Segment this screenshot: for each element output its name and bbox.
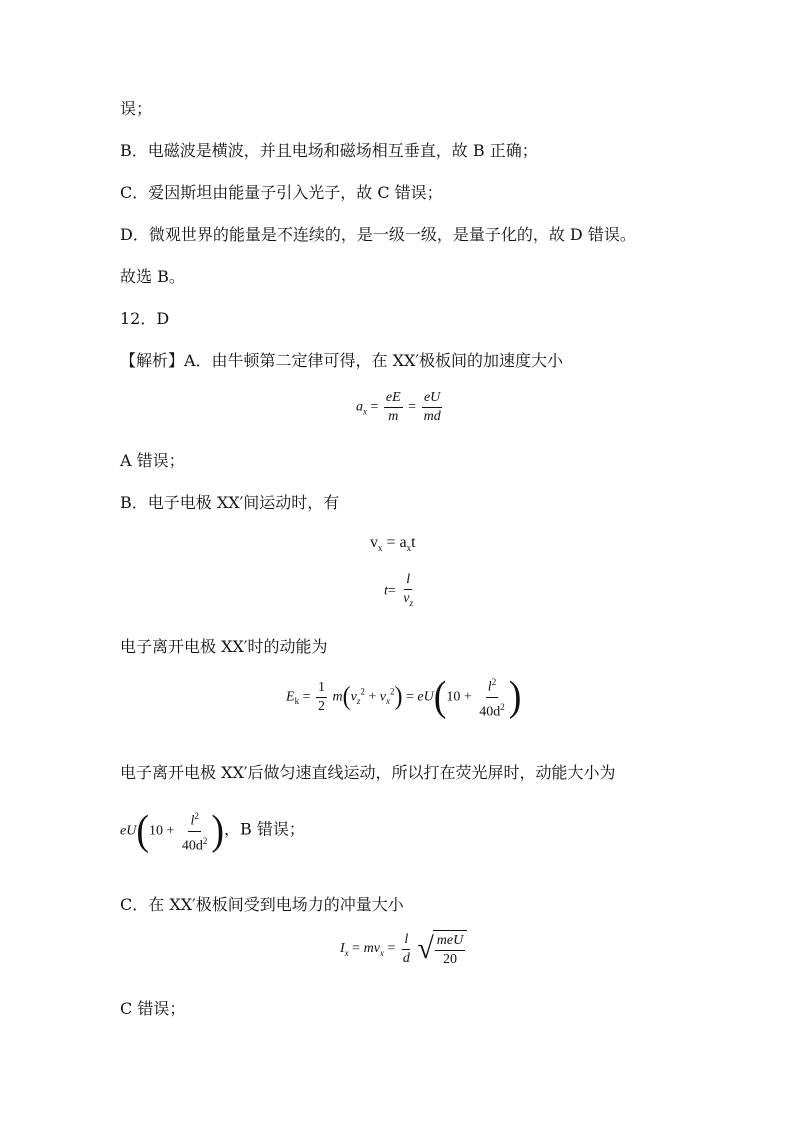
eq5-frac-den: 40d	[181, 838, 203, 854]
eq2-sub2: x	[406, 543, 412, 554]
analysis-heading: 【解析】A．由牛顿第二定律可得，在 XX′极板间的加速度大小	[120, 351, 564, 370]
eq2-sub1: x	[378, 543, 383, 554]
eq6-mid: mv	[363, 941, 380, 957]
eq6-frac-den: d	[402, 950, 410, 966]
equation-impulse: $I_x = mv_x$ = $\frac{l}{d}$ √ $\frac{\text{meU}}{20}$	[340, 930, 467, 968]
eq6-sqrt: √ $\frac{\text{meU}}{20}$	[417, 930, 467, 968]
equation-kinetic-energy: $E_k$ = $\frac{1}{2}$ $m(v_z^2 + v_x^2) = eU(10$ + $\frac{l^2}{40d^2}$ )	[286, 674, 522, 721]
eq1-frac2-num: eU	[422, 390, 442, 408]
equation-time: t= $\frac{l}{v_z}$	[384, 572, 417, 611]
eq4-v2: v	[379, 689, 386, 705]
eq6-lhs-sub: x	[344, 948, 349, 959]
eq4-lhs-sub: k	[294, 696, 300, 707]
equation-acceleration: $a_x$ = $\frac{eE}{m}$ = $\frac{eU}{md}$	[356, 390, 441, 424]
eq3-den: v	[403, 591, 410, 606]
option-b-text: B．电磁波是横波，并且电场和磁场相互垂直，故 B 正确；	[120, 141, 538, 160]
text-line: B．电子电极 XX′间运动时，有	[120, 493, 340, 512]
eq2-eq: =	[382, 534, 400, 551]
eq2-t: t	[411, 534, 416, 551]
eq5-eU: eU	[120, 823, 137, 839]
eq1-frac1-num: eE	[384, 390, 403, 408]
eq6-frac	[401, 932, 412, 967]
eq6-lhs: I	[340, 941, 345, 957]
answer-text: 故选 B。	[120, 267, 185, 286]
eq1-frac2	[422, 390, 443, 425]
eq3-num: l	[404, 572, 412, 590]
eq4-frac-den: 40d	[479, 704, 501, 720]
eq4-eU: eU	[417, 689, 434, 705]
text-line: 电子离开电极 XX′后做匀速直线运动，所以打在荧光屏时，动能大小为	[120, 763, 616, 782]
eq4-half-num: 1	[316, 680, 327, 698]
eq3-frac	[401, 572, 415, 611]
eq4-half	[316, 680, 327, 715]
eq1-frac1-den: m	[388, 409, 399, 424]
eq3-den-sub: z	[409, 597, 414, 608]
eq4-v2-sub: x	[385, 696, 390, 707]
eq6-root-den: 20	[443, 952, 457, 967]
eq4-ten: 10 +	[446, 689, 476, 705]
eq1-lhs-sub: x	[363, 406, 367, 417]
question-number: 12．D	[120, 309, 170, 328]
equation-velocity	[370, 534, 416, 553]
eq4-v1: v	[350, 689, 357, 705]
eq4-m: m	[332, 689, 343, 705]
eq6-mid-sub: x	[379, 948, 384, 959]
eq6-frac-num: l	[402, 932, 410, 950]
text-line: 电子离开电极 XX′时的动能为	[120, 637, 328, 656]
eq1-lhs: a	[356, 399, 363, 415]
text-line: A 错误；	[120, 451, 185, 470]
eq4-half-den: 2	[317, 698, 325, 714]
equation-final-energy: eU(10 + $\frac{l^2}{40d^2}$ )，B 错误；	[120, 808, 305, 855]
eq1-frac2-den: md	[423, 409, 441, 424]
eq2-v: v	[370, 534, 378, 551]
eq3-lhs: t	[384, 583, 388, 599]
eq4-v1-sub: z	[356, 696, 361, 707]
eq4-frac: $\frac{l^2}{40d^2}$	[477, 674, 507, 720]
option-c-text: C．爱因斯坦由能量子引入光子，故 C 错误；	[120, 183, 443, 202]
eq5-suffix: ，B 错误；	[224, 819, 305, 839]
text-line: 误；	[120, 99, 153, 118]
option-d-text: D．微观世界的能量是不连续的，是一级一级，是量子化的，故 D 错误。	[120, 225, 636, 244]
eq4-lhs: E	[286, 689, 295, 705]
option-c-analysis: C．在 XX′极板间受到电场力的冲量大小	[120, 895, 404, 914]
eq1-frac1	[384, 390, 403, 425]
eq2-a: a	[399, 534, 407, 551]
eq5-frac-num: l	[190, 813, 195, 829]
eq5-ten: 10 +	[148, 823, 178, 839]
eq5-frac: $\frac{l^2}{40d^2}$	[180, 808, 210, 854]
eq6-root-num: meU	[435, 933, 465, 951]
eq4-frac-num: l	[487, 679, 492, 695]
text-line: C 错误；	[120, 999, 186, 1018]
